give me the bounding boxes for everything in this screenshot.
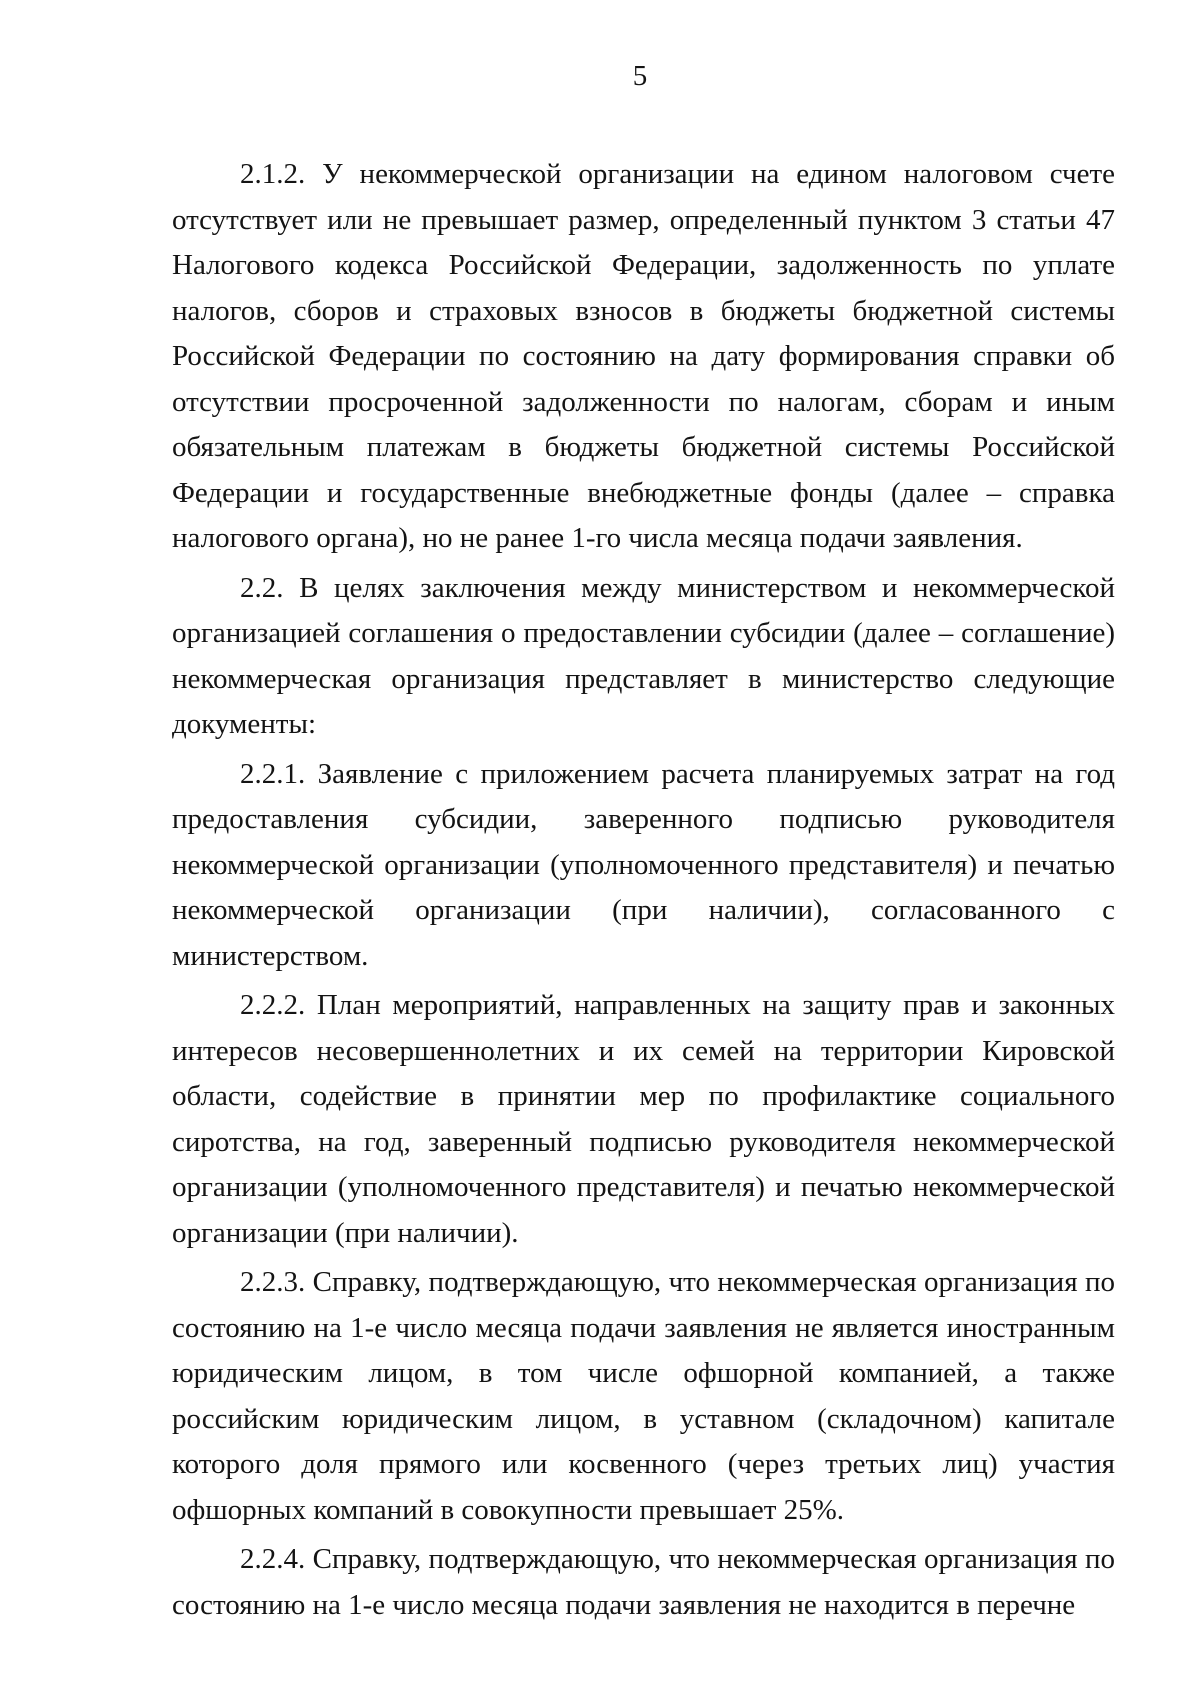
paragraph-2-2-3: 2.2.3. Справку, подтверждающую, что некоммерческая организация по состоянию на 1-е число месяца подачи заявления не является иностранным юридическим лицом, в том числе офшорной компанией, а также российским юридическим лицом, в уставном (складочном) капитале которого доля прямого или косвенного (через третьих лиц) участия офшорных компаний в совокупности превышает 25%.: [172, 1266, 1115, 1526]
paragraph-2-2-4: 2.2.4. Справку, подтверждающую, что некоммерческая организация по состоянию на 1-е число месяца подачи заявления не находится в перечне: [172, 1543, 1115, 1621]
document-body: [172, 152, 1115, 1628]
paragraph-2-2: 2.2. В целях заключения между министерством и некоммерческой организацией соглашения о предоставлении субсидии (далее – соглашение) некоммерческая организация представляет в министерство следующие документы:: [172, 571, 1115, 740]
page-number: 5: [632, 60, 648, 92]
paragraph-2-2-1: 2.2.1. Заявление с приложением расчета планируемых затрат на год предоставления субсидии, заверенного подписью руководителя некоммерческой организации (уполномоченного представителя) и печатью некоммерческой организации (при наличии), согласованного с министерством.: [172, 757, 1115, 972]
paragraph-2-1-2: 2.1.2. У некоммерческой организации на едином налоговом счете отсутствует или не превышает размер, определенный пунктом 3 статьи 47 Налогового кодекса Российской Федерации, задолженность по уплате налогов, сборов и страховых взносов в бюджеты бюджетной системы Российской Федерации по состоянию на дату формирования справки об отсутствии просроченной задолженности по налогам, сборам и иным обязательным платежам в бюджеты бюджетной системы Российской Федерации и государственные внебюджетные фонды (далее – справка налогового органа), но не ранее 1-го числа месяца подачи заявления.: [172, 158, 1115, 554]
paragraph-2-2-2: 2.2.2. План мероприятий, направленных на защиту прав и законных интересов несовершеннолетних и их семей на территории Кировской области, содействие в принятии мер по профилактике социального сиротства, на год, заверенный подписью руководителя некоммерческой организации (уполномоченного представителя) и печатью некоммерческой организации (при наличии).: [172, 989, 1115, 1249]
